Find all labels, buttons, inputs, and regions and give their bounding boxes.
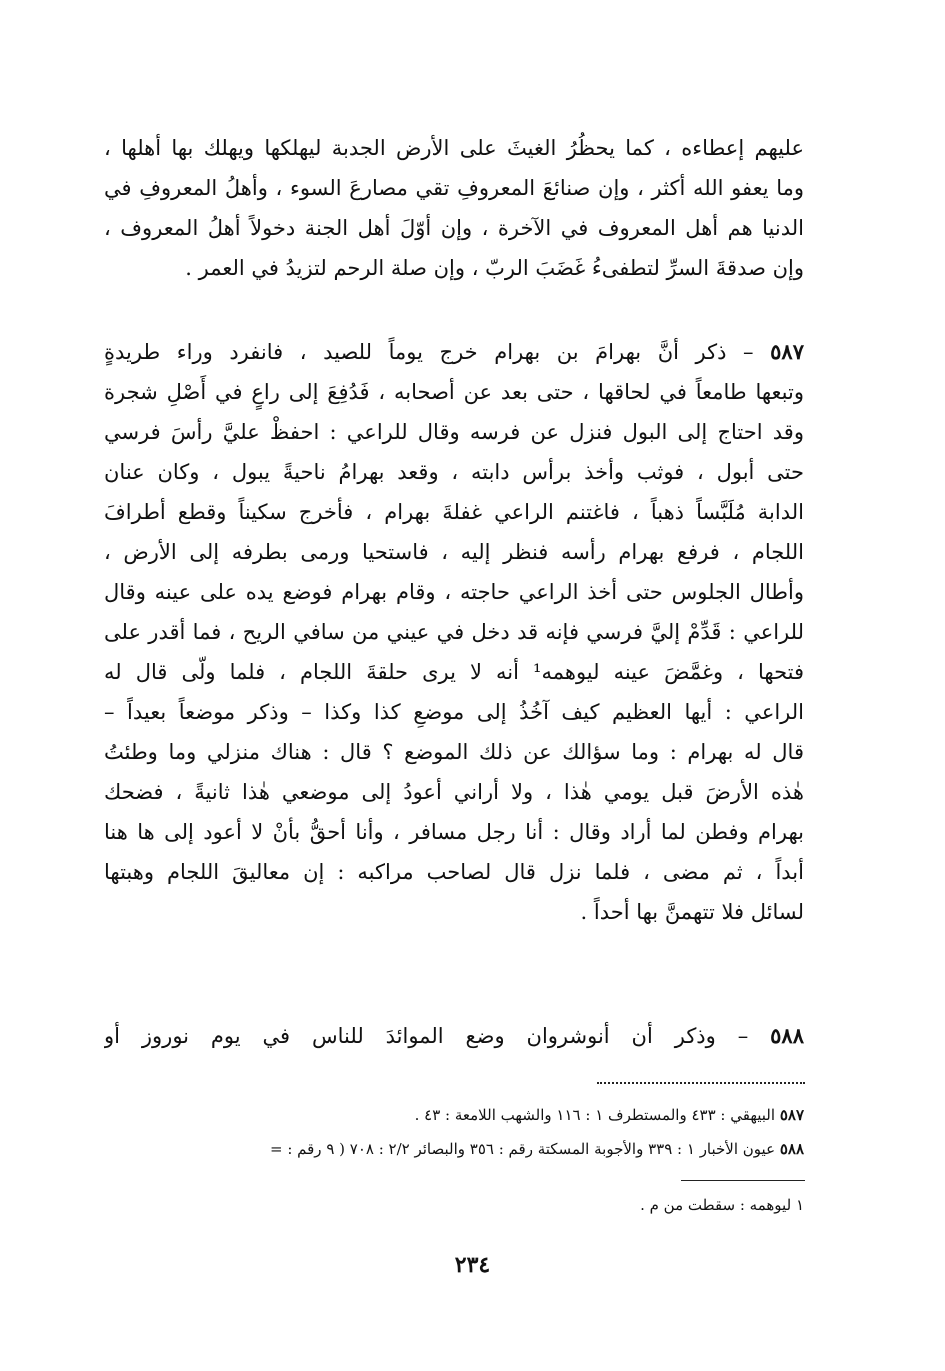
paragraph-number: ٥٨٨ — [770, 1023, 804, 1048]
footnote-divider — [681, 1180, 805, 1181]
reference-number: ٥٨٨ — [779, 1140, 804, 1158]
text-line: فتحها ، وغمَّضَ عينه ليوهمه¹ أنه لا يرى حلقةَ اللجام ، فلما ولّى قال له — [104, 660, 804, 684]
text-line: الراعي : أيها العظيم كيف آخُذُ إلى موضعِ كذا وكذا – وذكر موضعاً بعيداً – — [104, 700, 804, 724]
footnote — [104, 1190, 804, 1220]
text-line: وقد احتاج إلى البول فنزل عن فرسه وقال للراعي : احفظْ عليَّ رأسَ فرسي — [104, 420, 804, 444]
text-line: بهرام وفطن لما أراد وقال : أنا رجل مسافر ، وأنا أحقُّ بأنْ لا أعود إلى ها هنا — [104, 820, 804, 844]
text-segment: – ذكر أنَّ بهرامَ بن بهرام خرج يوماً للصيد ، فانفرد وراء طريدةٍ — [104, 340, 754, 364]
text-line: للراعي : قَدِّمْ إليَّ فرسي فإنه قد دخل في عيني من سافي الريح ، فما أقدر على — [104, 620, 804, 644]
text-line: الدابة مُلَبَّساً ذهباً ، فاغتنم الراعي غفلةَ بهرام ، فأخرج سكيناً وقطع أطرافَ — [104, 500, 804, 524]
paragraph-number: ٥٨٧ — [770, 339, 804, 364]
reference-587 — [104, 1098, 804, 1132]
footnote-text: ليوهمه : سقطت من م . — [640, 1196, 792, 1214]
text-line: وإن صدقةَ السرِّ لتطفىءُ غَضَبَ الربّ ، وإن صلة الرحم لتزيدُ في العمر . — [185, 256, 804, 280]
text-line: وأطال الجلوس حتى أخذ الراعي حاجته ، وقام بهرام فوضع يده على عينه وقال — [104, 580, 804, 604]
footnote-number: ١ — [795, 1196, 804, 1214]
paragraph-1 — [104, 128, 804, 288]
paragraph-587 — [104, 332, 804, 932]
reference-588 — [104, 1132, 804, 1166]
references-divider — [597, 1082, 805, 1084]
text-line: هٰذه الأرضَ قبل يومي هٰذا ، ولا أراني أعودُ إلى موضعي هٰذا ثانيةً ، فضحك — [104, 780, 804, 804]
text-line: قال له بهرام : وما سؤالك عن ذلك الموضع ؟ قال : هناك منزلي وما وطئتُ — [104, 740, 804, 764]
references — [104, 1098, 804, 1166]
text-line: حتى أبول ، فوثب وأخذ برأس دابته ، وقعد بهرامُ ناحيةً يبول ، وكان عنان — [104, 460, 804, 484]
text-line-first — [104, 332, 804, 372]
text-segment: – وذكر أن أنوشروان وضع الموائدَ للناس في يوم نوروز أو — [104, 1024, 749, 1048]
text-line: عليهم إعطاءه ، كما يحظُرُ الغيثَ على الأرض الجدبة ليهلكها ويهلك بها أهلها ، — [104, 136, 804, 160]
text-line-first — [104, 1016, 804, 1056]
text-line: أبداً ، ثم مضى ، فلما نزل قال لصاحب مراكبه : إن معاليقَ اللجام وهبتها — [104, 860, 804, 884]
text-line: اللجام ، فرفع بهرام رأسه فنظر إليه ، فاستحيا ورمى بطرفه إلى الأرض ، — [104, 540, 804, 564]
text-line: الدنيا هم أهل المعروف في الآخرة ، وإن أوّلَ أهل الجنة دخولاً أهلُ المعروف ، — [104, 216, 804, 240]
text-line: وتبعها طامعاً في لحاقها ، حتى بعد عن أصحابه ، فَدُفِعَ إلى راعٍ في أَصْلِ شجرة — [104, 380, 804, 404]
paragraph-588 — [104, 1016, 804, 1056]
text-line: لسائل فلا تتهمنَّ بها أحداً . — [580, 900, 804, 924]
page-number: ٢٣٤ — [454, 1252, 491, 1278]
reference-number: ٥٨٧ — [779, 1106, 804, 1124]
reference-text: البيهقي : ٤٣٣ والمستطرف ١ : ١١٦ والشهب اللامعة : ٤٣ . — [414, 1106, 776, 1124]
text-line: وما يعفو الله أكثر ، وإن صنائعَ المعروفِ تقي مصارعَ السوء ، وأهلُ المعروفِ في — [104, 176, 804, 200]
reference-text: عيون الأخبار ١ : ٣٣٩ والأجوبة المسكتة رقم : ٣٥٦ والبصائر ٢/٢ : ٧٠٨ ( ٩ رقم : = — [269, 1140, 776, 1158]
